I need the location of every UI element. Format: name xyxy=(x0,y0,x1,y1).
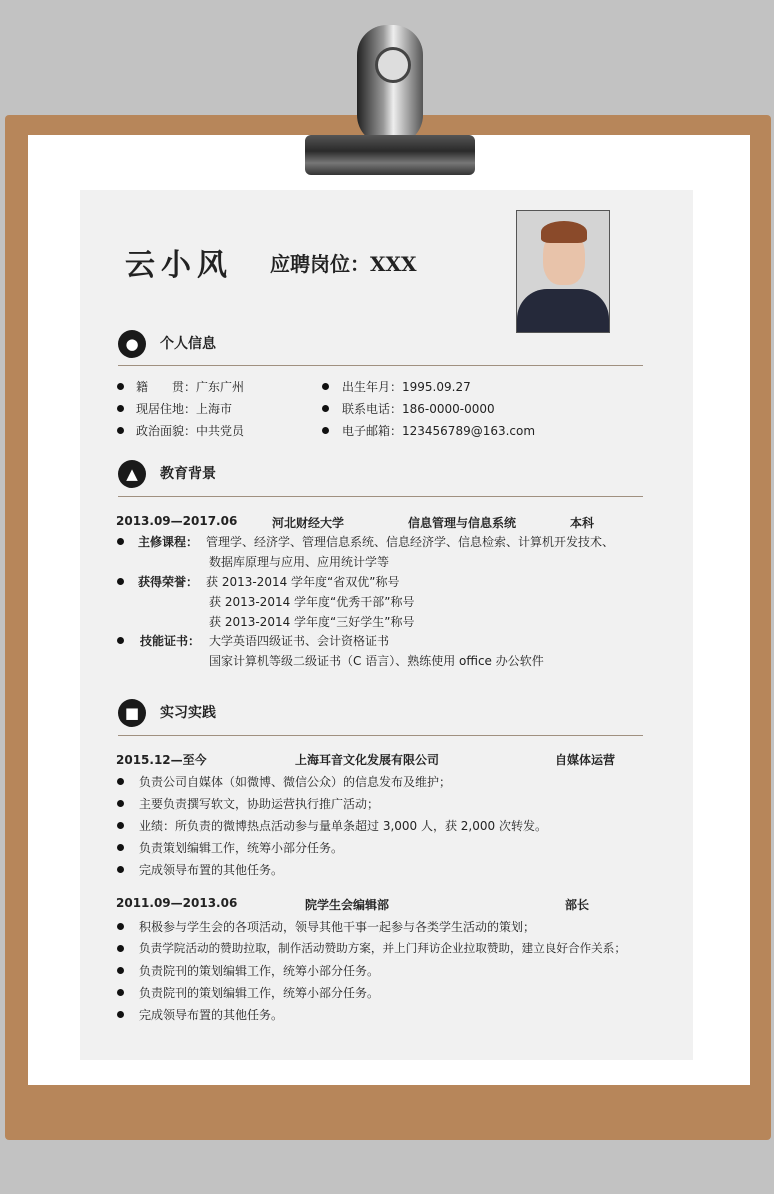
bullet-icon xyxy=(117,967,124,974)
section-title: 实习实践 xyxy=(160,705,216,721)
personal-residence: 现居住地：上海市 xyxy=(136,402,233,416)
job-item: 负责院刊的策划编辑工作，统筹小部分任务。 xyxy=(139,986,380,1000)
honors-label: 获得荣誉： xyxy=(138,575,199,589)
personal-birth: 出生年月：1995.09.27 xyxy=(342,380,471,394)
cert-line: 国家计算机等级二级证书（C 语言）、熟练使用 office 办公软件 xyxy=(209,654,544,668)
person-icon: ● xyxy=(118,330,146,358)
certs-label: 技能证书： xyxy=(140,634,201,648)
job-org: 上海耳音文化发展有限公司 xyxy=(295,753,440,767)
personal-political: 政治面貌：中共党员 xyxy=(136,424,245,438)
bullet-icon xyxy=(117,383,124,390)
personal-email: 电子邮箱：123456789@163.com xyxy=(342,424,536,438)
job-period: 2011.09—2013.06 xyxy=(116,896,238,910)
job-period: 2015.12—至今 xyxy=(116,753,207,767)
bullet-icon xyxy=(117,538,124,545)
bullet-icon xyxy=(117,800,124,807)
courses-label: 主修课程： xyxy=(138,535,199,549)
courses-line: 管理学、经济学、管理信息系统、信息经济学、信息检索、计算机开发技术、 xyxy=(206,535,615,549)
job-item: 负责学院活动的赞助拉取，制作活动赞助方案，并上门拜访企业拉取赞助，建立良好合作关系； xyxy=(139,941,626,955)
bullet-icon xyxy=(117,1011,124,1018)
edu-degree: 本科 xyxy=(570,516,595,530)
bullet-icon xyxy=(117,637,124,644)
divider xyxy=(118,496,643,497)
bullet-icon xyxy=(117,578,124,585)
job-role: 部长 xyxy=(565,898,590,912)
divider xyxy=(118,365,643,366)
section-personal xyxy=(118,330,643,360)
bullet-icon xyxy=(117,866,124,873)
job-item: 负责策划编辑工作，统筹小部分任务。 xyxy=(139,841,344,855)
job-item: 完成领导布置的其他任务。 xyxy=(139,1008,284,1022)
edu-period: 2013.09—2017.06 xyxy=(116,514,238,528)
bullet-icon xyxy=(322,427,329,434)
bullet-icon xyxy=(117,405,124,412)
binder-clip-icon xyxy=(305,25,475,180)
profile-photo xyxy=(516,210,610,333)
job-item: 负责公司自媒体（如微博、微信公众）的信息发布及维护； xyxy=(139,775,452,789)
section-internship xyxy=(118,699,643,729)
honor-line: 获 2013-2014 学年度“三好学生”称号 xyxy=(209,615,415,629)
courses-line: 数据库原理与应用、应用统计学等 xyxy=(209,555,390,569)
graduation-cap-icon: ▲ xyxy=(118,460,146,488)
personal-phone: 联系电话：186-0000-0000 xyxy=(342,402,495,416)
section-title: 教育背景 xyxy=(160,466,216,482)
cert-line: 大学英语四级证书、会计资格证书 xyxy=(209,634,390,648)
section-education xyxy=(118,460,643,490)
bullet-icon xyxy=(322,383,329,390)
bullet-icon xyxy=(117,923,124,930)
bullet-icon xyxy=(117,989,124,996)
job-item: 业绩：所负责的微博热点活动参与量单条超过 3,000 人，获 2,000 次转发。 xyxy=(139,819,547,833)
bullet-icon xyxy=(117,945,124,952)
edu-major: 信息管理与信息系统 xyxy=(408,516,517,530)
bullet-icon xyxy=(117,778,124,785)
job-item: 负责院刊的策划编辑工作，统筹小部分任务。 xyxy=(139,964,380,978)
bullet-icon xyxy=(322,405,329,412)
edu-school: 河北财经大学 xyxy=(272,516,345,530)
personal-native: 籍 贯：广东广州 xyxy=(136,380,245,394)
bullet-icon xyxy=(117,427,124,434)
candidate-name: 云小风 xyxy=(125,248,233,283)
job-org: 院学生会编辑部 xyxy=(305,898,390,912)
job-role: 自媒体运营 xyxy=(555,753,616,767)
bullet-icon xyxy=(117,822,124,829)
divider xyxy=(118,735,643,736)
job-item: 主要负责撰写软文，协助运营执行推广活动； xyxy=(139,797,380,811)
honor-line: 获 2013-2014 学年度“省双优”称号 xyxy=(206,575,400,589)
bullet-icon xyxy=(117,844,124,851)
section-title: 个人信息 xyxy=(160,336,216,352)
job-item: 积极参与学生会的各项活动，领导其他干事一起参与各类学生活动的策划； xyxy=(139,920,536,934)
honor-line: 获 2013-2014 学年度“优秀干部”称号 xyxy=(209,595,415,609)
applied-position: 应聘岗位：XXX xyxy=(270,252,417,276)
briefcase-icon: ■ xyxy=(118,699,146,727)
job-item: 完成领导布置的其他任务。 xyxy=(139,863,284,877)
